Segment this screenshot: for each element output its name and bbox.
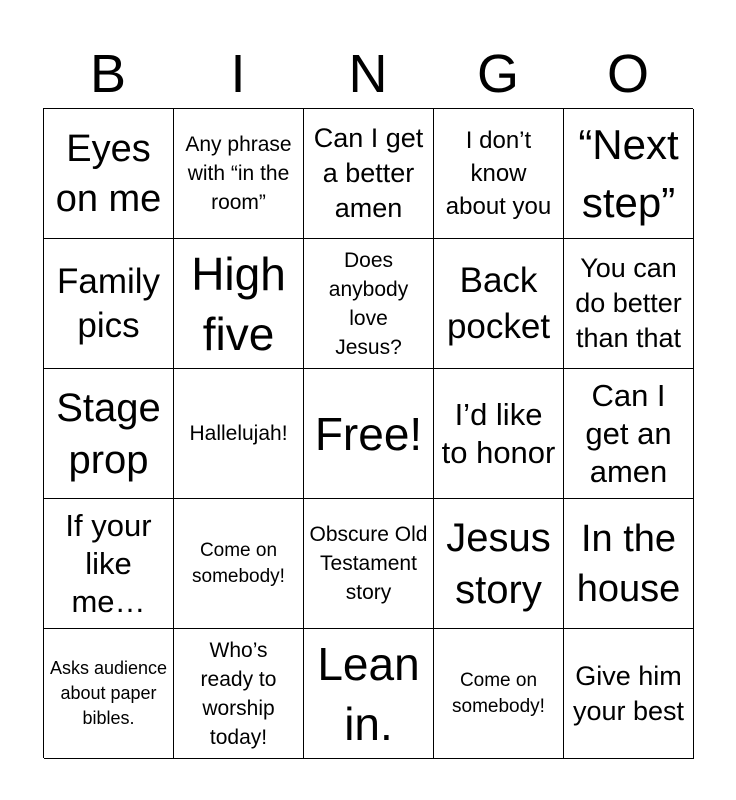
bingo-cell[interactable] [564,239,694,369]
bingo-cell[interactable] [434,369,564,499]
cell-text: Lean in. [317,637,420,750]
bingo-cell[interactable] [174,499,304,629]
cell-text: Asks audience about paper bibles. [49,658,168,728]
bingo-cell[interactable] [434,239,564,369]
cell-text: I’d like to honor [441,396,556,470]
bingo-header [43,40,693,108]
cell-text: Back pocket [446,260,551,346]
header-letter-g: G [476,44,519,104]
cell-text: Who’s ready to worship today! [200,638,277,749]
cell-text: Come on somebody! [192,539,285,587]
cell-text: You can do better than that [575,253,682,353]
cell-text: Eyes on me [55,127,162,220]
header-letter-o: O [606,44,649,104]
cell-text: High five [191,247,286,360]
header-letter-b: B [89,44,127,104]
bingo-cell[interactable] [304,239,434,369]
cell-text: Obscure Old Testament story [309,523,428,604]
bingo-cell[interactable] [564,109,694,239]
cell-text: Any phrase with “in the room” [185,133,292,214]
bingo-cell[interactable] [564,499,694,629]
bingo-cell[interactable] [44,109,174,239]
bingo-cell[interactable] [564,369,694,499]
bingo-cell[interactable] [434,109,564,239]
cell-text: In the house [576,517,681,610]
bingo-cell[interactable] [174,109,304,239]
cell-text: Hallelujah! [189,422,288,445]
bingo-cell[interactable] [44,239,174,369]
bingo-cell[interactable] [434,629,564,759]
cell-text: Can I get an amen [585,377,672,489]
bingo-cell[interactable] [304,369,434,499]
cell-text: Give him your best [572,660,685,726]
bingo-cell[interactable] [174,629,304,759]
bingo-cell[interactable] [44,629,174,759]
bingo-cell[interactable] [304,629,434,759]
bingo-cell[interactable] [304,109,434,239]
cell-text: If your like me… [65,507,152,619]
cell-text: Come on somebody! [452,669,545,717]
bingo-cell[interactable] [44,369,174,499]
bingo-cell[interactable] [174,369,304,499]
bingo-card-grid [43,108,693,758]
cell-text: “Next step” [578,120,679,226]
bingo-cell[interactable] [44,499,174,629]
cell-text: Free! [314,407,423,460]
header-letter-n: N [348,44,388,104]
bingo-cell[interactable] [434,499,564,629]
cell-text: I don’t know about you [445,127,552,220]
bingo-cell[interactable] [174,239,304,369]
cell-text: Family pics [56,261,161,345]
bingo-cell[interactable] [304,499,434,629]
cell-text: Jesus story [446,515,551,612]
bingo-cell[interactable] [564,629,694,759]
cell-text: Can I get a better amen [313,123,424,223]
cell-text: Does anybody love Jesus? [328,248,409,359]
cell-text: Stage prop [56,385,161,482]
header-letter-i: I [230,44,246,104]
